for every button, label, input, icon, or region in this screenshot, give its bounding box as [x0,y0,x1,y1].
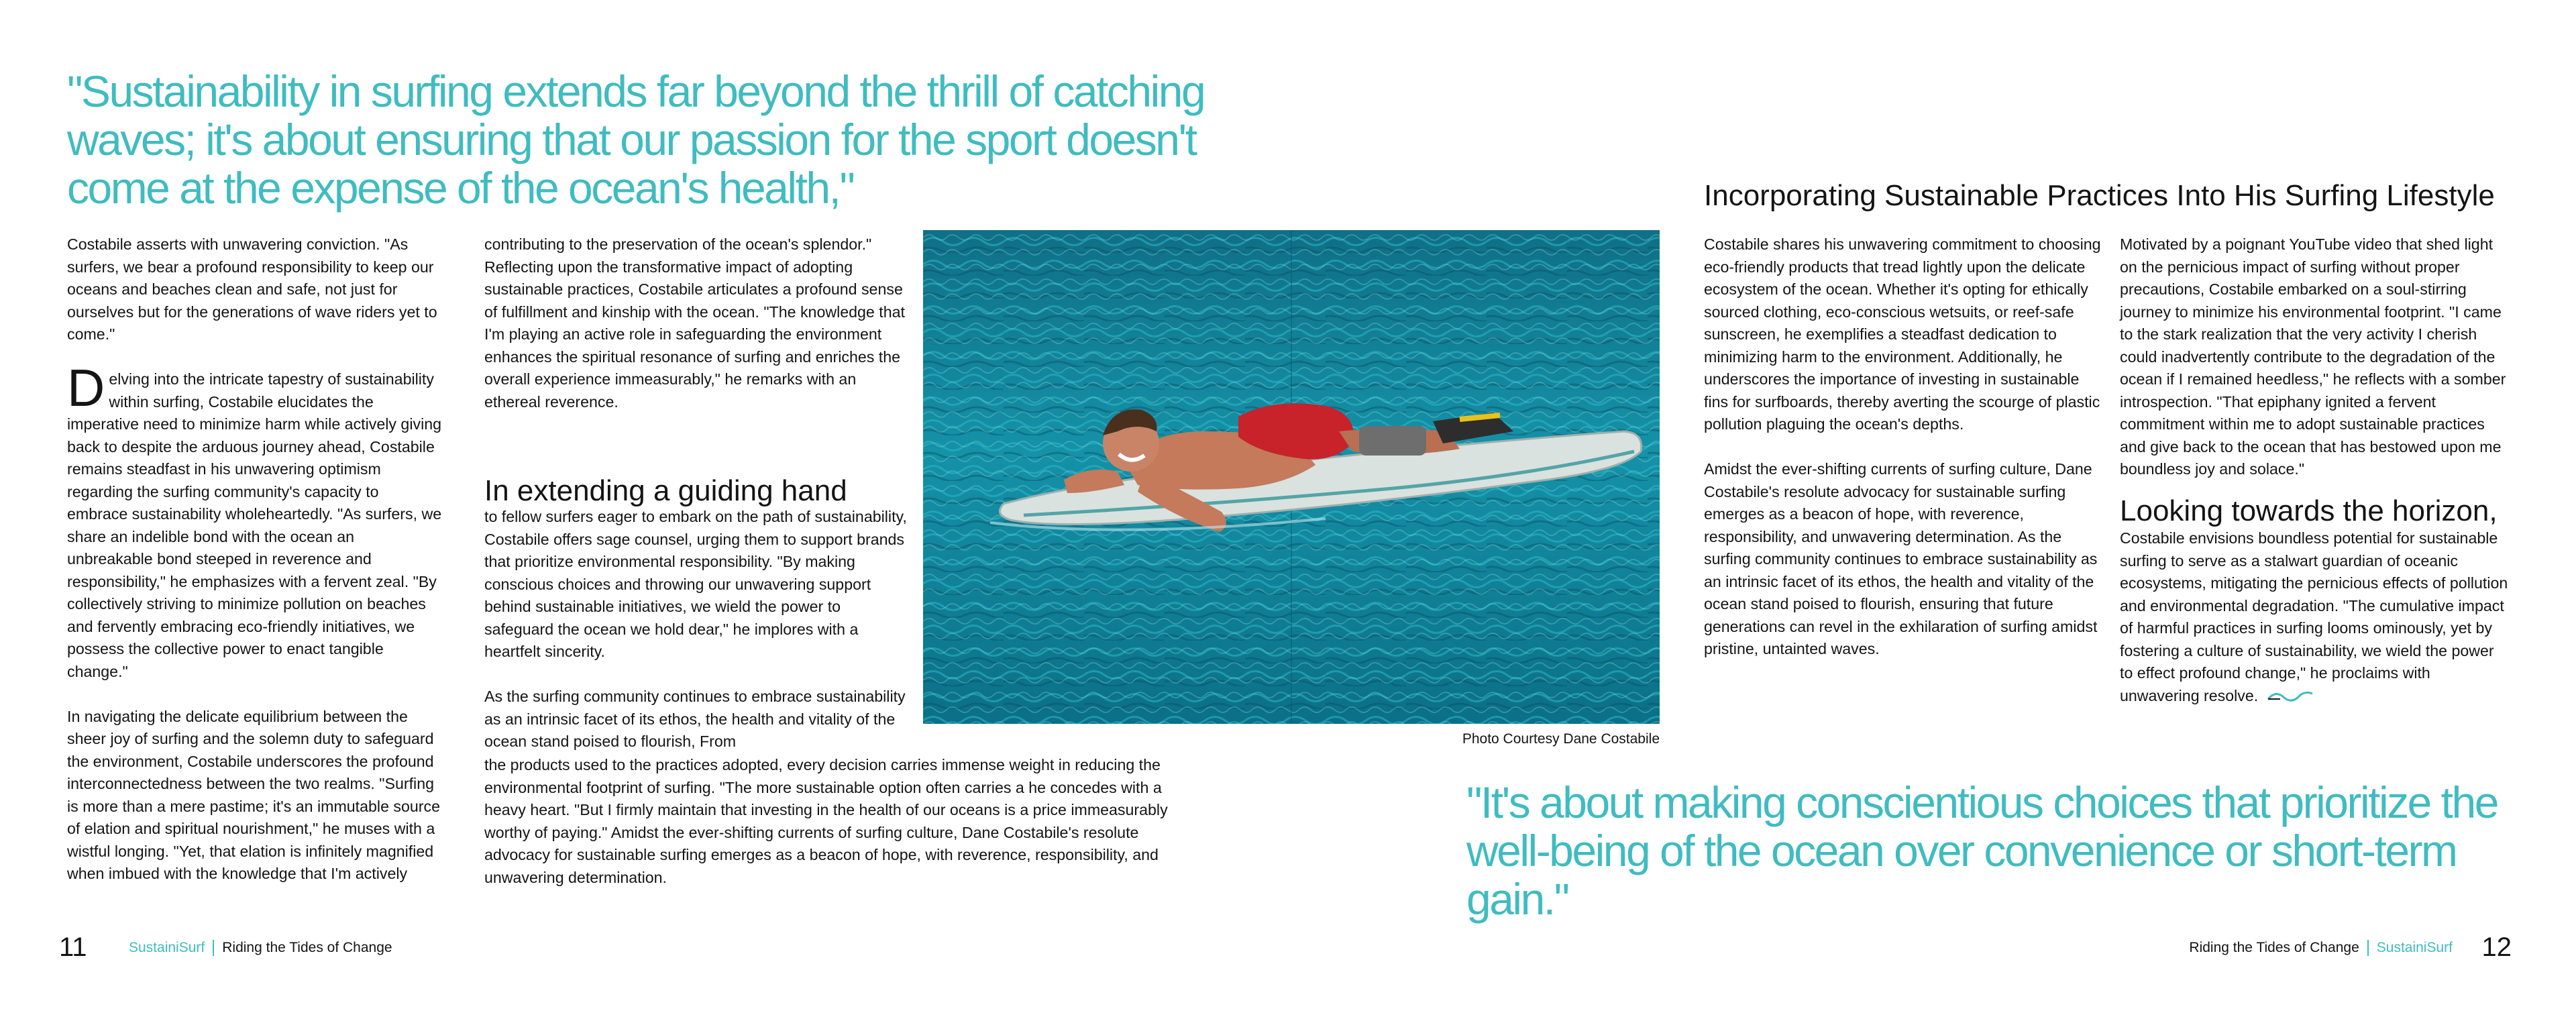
footer-section-left: Riding the Tides of Change [222,940,392,955]
page-number-left: 11 [59,932,87,962]
footer-section-right: Riding the Tides of Change [2189,940,2359,955]
col4-paragraph-2-text: Costabile envisions boundless potential for sustainable surfing to serve as a stalwart guardian of oceanic ecosystems, mitigating the pernicious effects of pollution and environmental degradation. "The cumulative impact of harmful practices in surfing looms ominously, yet by fostering a culture of sustainability, we wield the power to effect profound change," he proclaims with unwavering resolve. [2120,529,2508,704]
column-1 [67,233,443,886]
drop-cap: D [67,358,105,417]
col2-paragraph-3-wide: the products used to the practices adopted, every decision carries immense weight in reducing the environmental footprint of surfing. "The more sustainable option often carries a he concedes with a heavy heart. "But I firmly maintain that investing in the health of our oceans is a price immeasurably worthy of paying." Amidst the ever-shifting currents of surfing culture, Dane Costabile's resolute advocacy for sustainable surfing emerges as a beacon of hope, with reverence, responsibility, and unwavering determination. [484,756,1168,886]
col1-paragraph-2-text: elving into the intricate tapestry of sustainability within surfing, Costabile elucidates the imperative need to minimize harm while actively giving back to despite the arduous journey ahead, Costabile remains steadfast in his unwavering optimism regarding the surfing community's capacity to embrace sustainability wholeheartedly. "As surfers, we share an indelible bond with the ocean an unbreakable bond steeped in reverence and responsibility," he emphasizes with a fervent zeal. "By collectively striving to minimize pollution on beaches and fervently embracing eco-friendly initiatives, we possess the collective power to enact tangible change." [67,370,442,680]
footer-brand-left: SustainiSurf [129,940,205,955]
section-heading: Incorporating Sustainable Practices Into His Surfing Lifestyle [1704,179,2495,212]
col3-paragraph-2: Amidst the ever-shifting currents of surfing culture, Dane Costabile's resolute advocacy for sustainable surfing emerges as a beacon of hope, with reverence, responsibility, and unwavering determination. As the surfing community continues to embrace sustainability as an intrinsic facet of its ethos, the health and vitality of the ocean stand poised to flourish, ensuring that future generations can revel in the exhilaration of surfing amidst pristine, untainted waves. [1704,460,2098,657]
footer-divider-left [213,940,214,956]
col2-paragraph-2: to fellow surfers eager to embark on the path of sustainability, Costabile offers sage counsel, urging them to support brands that prioritize environmental responsibility. "By making conscious choices and throwing our unwavering support behind sustainable initiatives, we wield the power to safeguard the ocean we hold dear," he implores with a heartfelt sincerity. [484,508,907,660]
column-2-wide [484,754,1189,889]
surfer-photo-illustration [923,230,1660,724]
page-number-right: 12 [2481,932,2512,962]
col2-paragraph-3-narrow: As the surfing community continues to embrace sustainability as an intrinsic facet of its ethos, the health and vitality of the ocean stand poised to flourish, From [484,688,906,750]
column-2-upper [484,233,907,413]
wave-end-mark-icon [2267,688,2314,704]
column-3 [1704,233,2106,661]
footer-right [2189,938,2453,958]
pull-quote-bottom: "It's about making conscientious choices that prioritize the well-being of the ocean over convenience or short-term gain." [1466,778,2498,924]
col2-subheading: In extending a guiding hand [484,474,847,507]
surfer-photo [923,230,1660,724]
col3-paragraph-1: Costabile shares his unwavering commitment to choosing eco-friendly products that tread lightly upon the delicate ecosystem of the ocean. Whether it's opting for ethically sourced clothing, eco-conscious wetsuits, or reef-safe sunscreen, he exemplifies a steadfast dedication to minimizing harm to the environment. Additionally, he underscores the importance of investing in sustainable fins for surfboards, thereby averting the scourge of plastic pollution plaguing the ocean's depths. [1704,235,2101,433]
col4-paragraph-2 [2120,527,2509,707]
footer-brand-right: SustainiSurf [2376,940,2453,955]
pull-quote-top: "Sustainability in surfing extends far beyond the thrill of catching waves; it's about ensuring that our passion for the sport doesn't come at the expense of the ocean's health," [67,66,1205,213]
footer-divider-right [2367,940,2369,956]
col1-paragraph-1: Costabile asserts with unwavering conviction. "As surfers, we bear a profound responsibility to keep our oceans and beaches clean and safe, not just for ourselves but for the generations of wave riders yet to come." [67,235,437,343]
column-2-middle [484,506,907,753]
footer-left [129,938,392,958]
column-4-lower [2120,527,2509,707]
col1-paragraph-3: In navigating the delicate equilibrium between the sheer joy of surfing and the solemn duty to safeguard the environment, Costabile underscores the profound interconnectedness between the two realms. "Surfing is more than a mere pastime; it's an immutable source of elation and spiritual nourishment," he muses with a wistful longing. "Yet, that elation is infinitely magnified when imbued with the knowledge that I'm actively [67,707,441,882]
col1-paragraph-2 [67,358,443,683]
col4-subheading: Looking towards the horizon, [2120,494,2498,527]
photo-caption: Photo Courtesy Dane Costabile [1462,731,1660,747]
column-4 [2120,233,2509,481]
col4-paragraph-1: Motivated by a poignant YouTube video that shed light on the pernicious impact of surfing without proper precautions, Costabile embarked on a soul-stirring journey to minimize his environmental footprint. "I came to the stark realization that the very activity I cherish could inadvertently contribute to the degradation of the ocean if I remained heedless," he reflects with a somber introspection. "That epiphany ignited a fervent commitment within me to adopt sustainable practices and give back to the ocean that has bestowed upon me boundless joy and solace." [2120,235,2506,478]
col2-paragraph-1: contributing to the preservation of the ocean's splendor." Reflecting upon the transformative impact of adopting sustainable practices, Costabile articulates a profound sense of fulfillment and kinship with the ocean. "The knowledge that I'm playing an active role in safeguarding the environment enhances the spiritual resonance of surfing and enriches the overall experience immeasurably," he remarks with an ethereal reverence. [484,235,905,411]
